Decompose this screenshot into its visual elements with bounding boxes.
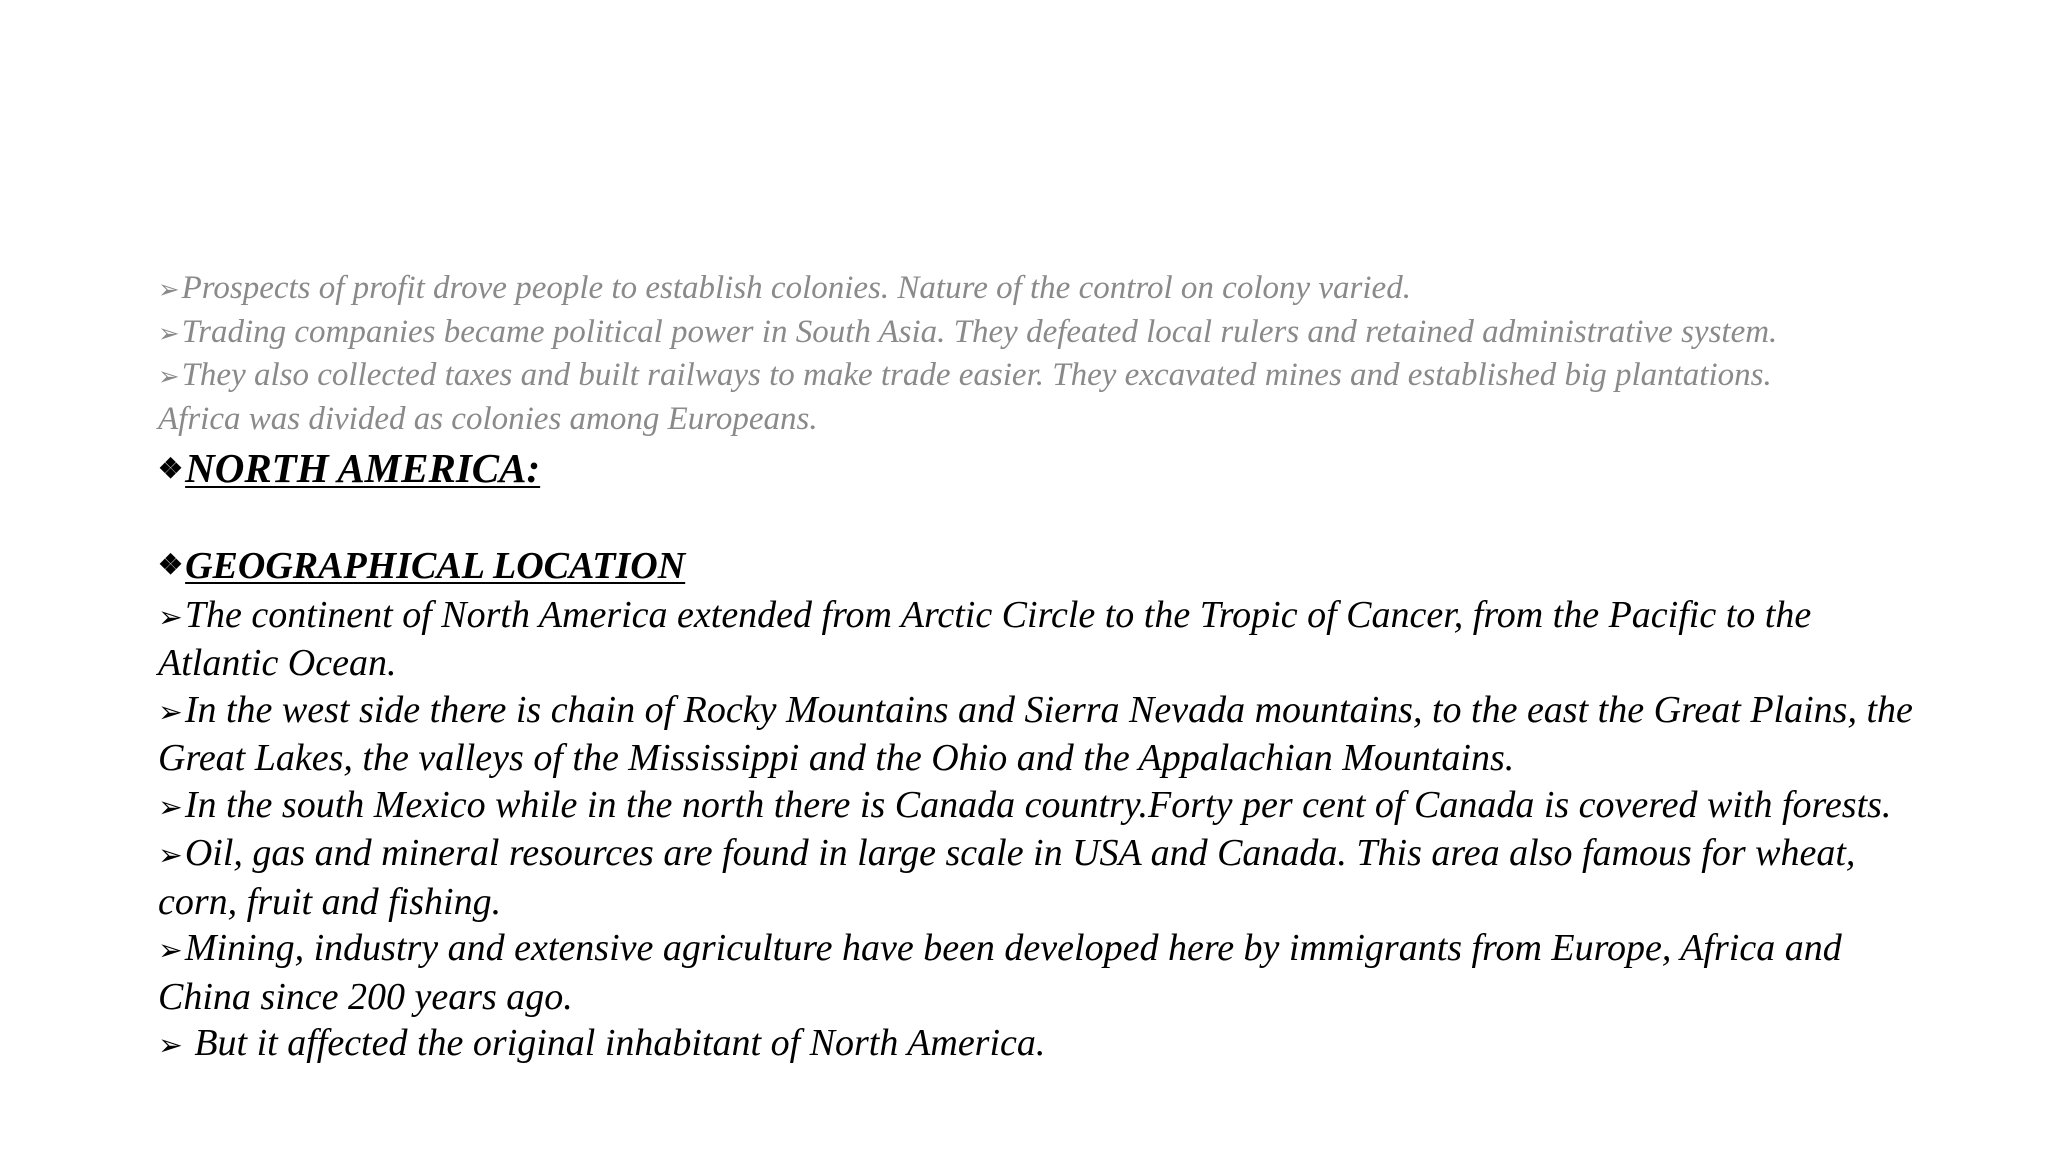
geography-point-text: In the west side there is chain of Rocky Mountains and Sierra Nevada mountains, to the east the Great Plains, the Great Lakes, the valleys of the Mississippi and the Ohio and the Appalachian Mountains. (158, 688, 1913, 780)
diamond-bullet-icon: ❖ (158, 453, 184, 485)
intro-point-text: Trading companies became political power in South Asia. They defeated local rulers and retained administrative system. (181, 313, 1778, 350)
intro-points (158, 268, 1918, 440)
geography-point (158, 592, 1918, 687)
geography-points (158, 592, 1918, 1069)
arrow-bullet-icon: ➢ (158, 598, 183, 634)
geography-point (158, 687, 1918, 782)
geography-point-text: Mining, industry and extensive agriculture have been developed here by immigrants from Europe, Africa and China since 200 years ago. (158, 927, 1842, 1018)
arrow-bullet-icon: ➢ (158, 693, 183, 729)
geography-point-text: The continent of North America extended from Arctic Circle to the Tropic of Cancer, from the Pacific to the Atlantic Ocean. (158, 593, 1812, 685)
intro-point (158, 312, 1918, 356)
geography-point (158, 1020, 1918, 1069)
arrow-bullet-icon: ➢ (158, 1027, 183, 1063)
intro-point-text: Prospects of profit drove people to establish colonies. Nature of the control on colony varied. (181, 270, 1411, 306)
geography-point (158, 830, 1918, 925)
intro-point-text: Africa was divided as colonies among Europeans. (158, 400, 818, 437)
sub-heading-text: GEOGRAPHICAL LOCATION (185, 544, 686, 587)
intro-point (158, 355, 1918, 399)
sub-heading (158, 543, 1918, 592)
geography-point-text: In the south Mexico while in the north there is Canada country.Forty per cent of Canada is covered with forests. (184, 783, 1892, 826)
slide-content (158, 268, 1918, 1069)
arrow-bullet-icon: ➢ (158, 275, 180, 305)
arrow-bullet-icon: ➢ (158, 788, 183, 824)
arrow-bullet-icon: ➢ (158, 837, 183, 873)
arrow-bullet-icon: ➢ (158, 362, 180, 392)
geography-point-text: Oil, gas and mineral resources are found in large scale in USA and Canada. This area also famous for wheat, corn, fruit and fishing. (158, 832, 1856, 923)
intro-point-text: They also collected taxes and built railways to make trade easier. They excavated mines and established big plantations. (181, 357, 1772, 393)
arrow-bullet-icon: ➢ (158, 318, 180, 349)
arrow-bullet-icon: ➢ (158, 932, 183, 968)
section-heading-text: NORTH AMERICA: (185, 445, 541, 491)
geography-point (158, 925, 1918, 1020)
geography-point (158, 782, 1918, 831)
section-heading (158, 444, 1918, 497)
geography-point-text: But it affected the original inhabitant of North America. (184, 1022, 1046, 1065)
intro-point (158, 268, 1918, 312)
intro-point (158, 399, 1918, 441)
diamond-bullet-icon: ❖ (158, 549, 184, 581)
